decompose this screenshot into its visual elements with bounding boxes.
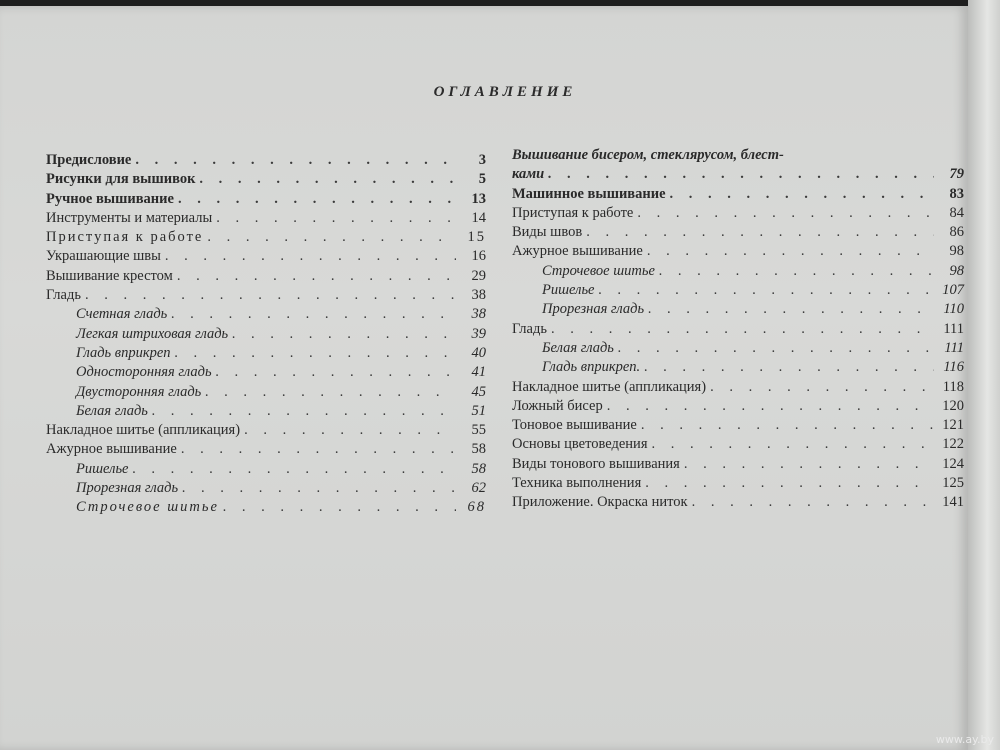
toc-entry-page: 120 xyxy=(942,397,964,414)
toc-leader-dots xyxy=(216,363,456,382)
toc-entry-page: 141 xyxy=(942,494,964,511)
toc-entry xyxy=(512,378,964,397)
toc-entry-page: 51 xyxy=(471,402,486,419)
toc-entry xyxy=(46,498,486,517)
toc-leader-dots xyxy=(692,493,934,512)
toc-entry-page: 29 xyxy=(471,267,486,284)
toc-leader-dots xyxy=(181,440,456,459)
toc-entry-label: Приступая к работе xyxy=(46,229,204,246)
toc-entry xyxy=(46,151,486,170)
toc-right-column xyxy=(512,146,964,513)
toc-leader-dots xyxy=(85,286,456,305)
toc-leader-dots xyxy=(652,435,935,454)
toc-entry xyxy=(46,267,486,286)
toc-entry-page: 41 xyxy=(471,364,486,381)
toc-entry-page: 118 xyxy=(942,378,964,395)
toc-entry-page: 14 xyxy=(471,209,486,226)
toc-entry-label: Прорезная гладь xyxy=(542,301,645,318)
toc-entry xyxy=(512,223,964,242)
toc-leader-dots xyxy=(644,358,934,377)
toc-entry xyxy=(512,204,964,223)
toc-leader-dots xyxy=(199,170,456,189)
toc-entry-label: Приложение. Окраска ниток xyxy=(512,494,688,511)
toc-entry-label: Ришелье xyxy=(76,460,129,477)
toc-leader-dots xyxy=(645,474,934,493)
toc-entry xyxy=(46,247,486,266)
toc-entry xyxy=(46,421,486,440)
toc-entry xyxy=(46,190,486,209)
book-page xyxy=(0,6,968,750)
toc-entry-label: Инструменты и материалы xyxy=(46,209,213,226)
toc-leader-dots xyxy=(684,455,934,474)
toc-entry-page: 38 xyxy=(471,306,486,323)
toc-entry-page: 58 xyxy=(471,460,486,477)
toc-entry xyxy=(46,325,486,344)
toc-entry-label: Ложный бисер xyxy=(512,397,603,414)
toc-leader-dots xyxy=(586,223,934,242)
toc-entry-label: Односторонняя гладь xyxy=(76,364,212,381)
toc-entry-label: Накладное шитье (аппликация) xyxy=(512,378,707,395)
toc-entry xyxy=(512,185,964,204)
toc-leader-dots xyxy=(641,416,934,435)
toc-entry-page: 98 xyxy=(949,243,964,260)
toc-entry xyxy=(512,435,964,454)
toc-entry-label: Ажурное вышивание xyxy=(512,243,643,260)
toc-leader-dots xyxy=(599,281,935,300)
toc-entry-page: 111 xyxy=(943,320,964,337)
toc-leader-dots xyxy=(182,479,456,498)
toc-entry-label: Техника выполнения xyxy=(512,475,642,492)
toc-entry-label: Строчевое шитье xyxy=(542,262,655,279)
toc-entry-label: Предисловие xyxy=(46,152,132,168)
toc-leader-dots xyxy=(670,185,934,204)
toc-entry-label: Счетная гладь xyxy=(76,306,168,323)
toc-entry-label: Белая гладь xyxy=(76,402,148,419)
toc-leader-dots xyxy=(177,267,456,286)
toc-entry-page: 86 xyxy=(949,224,964,241)
toc-entry-label: Приступая к работе xyxy=(512,204,634,221)
toc-entry-label: Ришелье xyxy=(542,282,595,299)
toc-entry xyxy=(46,440,486,459)
toc-entry-label: Гладь xyxy=(512,320,547,337)
toc-entry-page: 107 xyxy=(942,282,964,299)
toc-entry xyxy=(46,479,486,498)
toc-entry xyxy=(512,416,964,435)
toc-entry xyxy=(512,493,964,512)
toc-entry xyxy=(512,474,964,493)
toc-entry-label: Ажурное вышивание xyxy=(46,441,177,458)
toc-entry-page: 121 xyxy=(942,417,964,434)
toc-entry-page: 38 xyxy=(471,287,486,304)
toc-entry-continued: Вышивание бисером, стеклярусом, блест- xyxy=(512,147,784,163)
toc-entry xyxy=(512,242,964,261)
toc-entry-page: 16 xyxy=(471,248,486,265)
toc-entry-label: Ручное вышивание xyxy=(46,190,174,207)
toc-entry-page: 55 xyxy=(471,422,486,439)
toc-leader-dots xyxy=(637,204,934,223)
toc-leader-dots xyxy=(232,325,456,344)
toc-entry-page: 15 xyxy=(467,229,486,246)
toc-entry-label: Машинное вышивание xyxy=(512,185,666,202)
toc-entry xyxy=(512,339,964,358)
page-title: ОГЛАВЛЕНИЕ xyxy=(433,84,577,100)
toc-entry-page: 110 xyxy=(943,301,964,318)
toc-entry xyxy=(512,455,964,474)
toc-entry-page: 58 xyxy=(471,441,486,458)
toc-leader-dots xyxy=(178,190,456,209)
toc-entry-page: 116 xyxy=(943,359,964,376)
toc-leader-dots xyxy=(647,242,934,261)
toc-leader-dots xyxy=(171,305,456,324)
toc-entry-label: Белая гладь xyxy=(542,339,614,356)
toc-entry xyxy=(46,363,486,382)
toc-leader-dots xyxy=(548,165,934,184)
toc-entry-page: 5 xyxy=(478,171,486,188)
toc-entry-page: 40 xyxy=(471,344,486,361)
toc-entry-label: Вышивание крестом xyxy=(46,267,173,284)
toc-entry xyxy=(46,209,486,228)
toc-leader-dots xyxy=(223,498,456,517)
toc-entry xyxy=(46,228,486,247)
toc-entry-label: Тоновое вышивание xyxy=(512,417,637,434)
toc-leader-dots xyxy=(710,378,934,397)
toc-entry xyxy=(46,402,486,421)
toc-entry-page: 68 xyxy=(467,499,486,516)
toc-entry-page: 84 xyxy=(949,204,964,221)
toc-entry xyxy=(512,262,964,281)
toc-leader-dots xyxy=(551,320,934,339)
toc-entry xyxy=(46,344,486,363)
toc-entry xyxy=(512,358,964,377)
toc-entry-label: Строчевое шитье xyxy=(76,499,219,516)
toc-entry-label: Виды швов xyxy=(512,224,583,241)
toc-entry-page: 122 xyxy=(942,436,964,453)
watermark: www.ay.by xyxy=(935,733,994,746)
toc-leader-dots xyxy=(216,209,456,228)
toc-entry-label: Гладь вприкреп xyxy=(76,344,171,361)
toc-entry xyxy=(46,286,486,305)
toc-leader-dots xyxy=(244,421,456,440)
toc-entry-page: 3 xyxy=(478,152,486,168)
toc-entry-page: 124 xyxy=(942,455,964,472)
toc-leader-dots xyxy=(152,402,456,421)
toc-entry-page: 83 xyxy=(949,185,964,202)
toc-entry xyxy=(46,460,486,479)
toc-entry xyxy=(512,300,964,319)
toc-entry-page: 79 xyxy=(949,166,964,183)
toc-leader-dots xyxy=(207,228,456,247)
toc-entry-page: 98 xyxy=(949,262,964,279)
toc-leader-dots xyxy=(659,262,934,281)
toc-leader-dots xyxy=(618,339,934,358)
toc-leader-dots xyxy=(607,397,934,416)
toc-entry xyxy=(512,165,964,184)
toc-entry-page: 39 xyxy=(471,325,486,342)
toc-leader-dots xyxy=(133,460,457,479)
toc-entry-label: ками xyxy=(512,166,545,183)
toc-entry-page: 45 xyxy=(471,383,486,400)
toc-entry-label: Накладное шитье (аппликация) xyxy=(46,422,241,439)
toc-leader-dots xyxy=(175,344,456,363)
toc-leader-dots xyxy=(648,300,934,319)
toc-leader-dots xyxy=(205,383,456,402)
toc-leader-dots xyxy=(165,247,456,266)
toc-entry-label: Основы цветоведения xyxy=(512,436,648,453)
toc-entry-page: 13 xyxy=(471,190,486,207)
toc-entry-page: 111 xyxy=(944,339,964,356)
toc-entry-label: Гладь xyxy=(46,287,81,304)
toc-entry-label: Украшающие швы xyxy=(46,248,161,265)
page-edge xyxy=(968,0,1000,750)
toc-entry-label: Гладь вприкреп. xyxy=(542,359,641,376)
toc-right-entries xyxy=(512,165,964,512)
toc-entry xyxy=(512,320,964,339)
toc-entry xyxy=(46,383,486,402)
toc-entry-label: Двусторонняя гладь xyxy=(76,383,202,400)
toc-entry xyxy=(46,170,486,189)
toc-leader-dots xyxy=(135,151,456,170)
toc-entry-page: 125 xyxy=(942,475,964,492)
toc-entry-label: Рисунки для вышивок xyxy=(46,171,196,188)
toc-left-column xyxy=(46,151,486,518)
toc-entry-page: 62 xyxy=(471,480,486,497)
toc-entry xyxy=(512,281,964,300)
toc-entry-label: Легкая штриховая гладь xyxy=(76,325,229,342)
toc-entry-label: Прорезная гладь xyxy=(76,480,179,497)
toc-entry-label: Виды тонового вышивания xyxy=(512,455,680,472)
toc-entry xyxy=(512,397,964,416)
toc-entry xyxy=(46,305,486,324)
